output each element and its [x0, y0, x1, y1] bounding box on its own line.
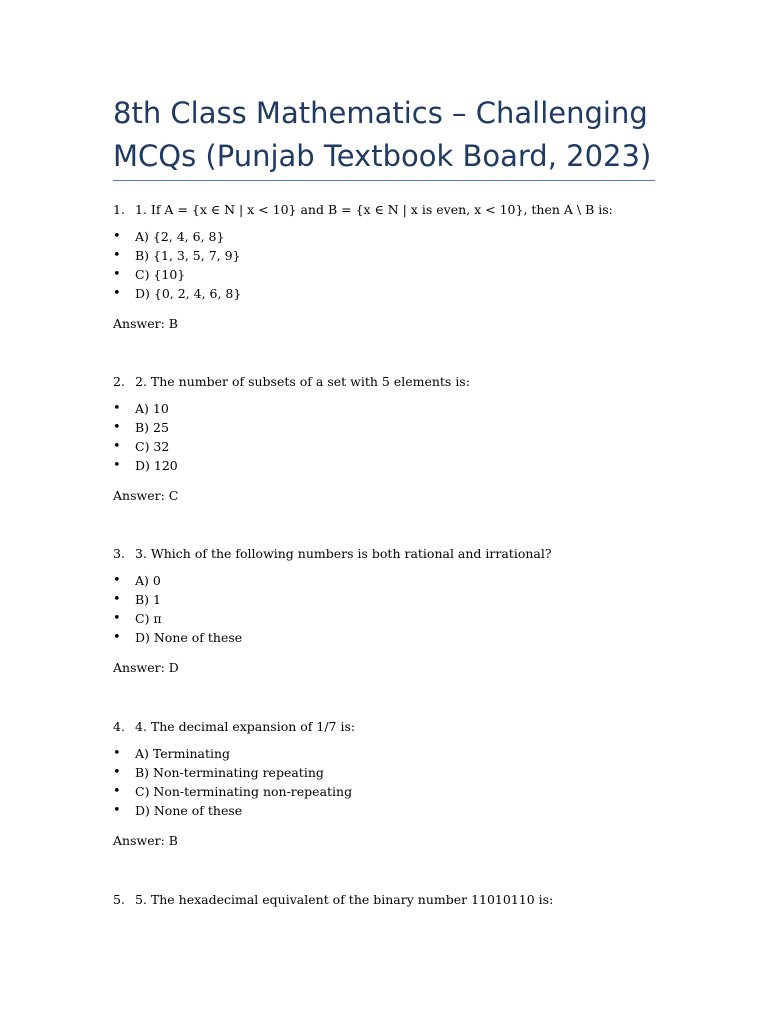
bullet-icon: • — [113, 746, 121, 761]
answer-text: Answer: C — [113, 488, 179, 503]
option-text: D) None of these — [135, 630, 243, 645]
bullet-icon: • — [113, 229, 121, 244]
title-divider — [113, 180, 655, 181]
option-text: B) Non-terminating repeating — [135, 765, 324, 780]
question-4 — [113, 718, 673, 848]
option-text: D) 120 — [135, 458, 178, 473]
answer-text: Answer: B — [113, 316, 178, 331]
option-text: B) {1, 3, 5, 7, 9} — [135, 248, 241, 263]
option-text: B) 25 — [135, 420, 169, 435]
question-3 — [113, 545, 673, 675]
question-line — [113, 545, 673, 563]
question-number: 1. — [113, 202, 125, 217]
question-text: 1. If A = {x ∈ N | x < 10} and B = {x ∈ N | x is even, x < 10}, then A \ B is: — [135, 202, 613, 217]
bullet-icon: • — [113, 592, 121, 607]
option-text: C) 32 — [135, 439, 170, 454]
question-text: 2. The number of subsets of a set with 5 elements is: — [135, 374, 470, 389]
option-text: A) {2, 4, 6, 8} — [135, 229, 225, 244]
option-text: D) None of these — [135, 803, 243, 818]
question-number: 5. — [113, 892, 125, 907]
question-number: 3. — [113, 546, 125, 561]
question-line — [113, 201, 673, 219]
bullet-icon: • — [113, 765, 121, 780]
question-2 — [113, 373, 673, 503]
question-text: 5. The hexadecimal equivalent of the binary number 11010110 is: — [135, 892, 554, 907]
answer-text: Answer: B — [113, 833, 178, 848]
question-line — [113, 373, 673, 391]
bullet-icon: • — [113, 458, 121, 473]
option-text: A) 0 — [135, 573, 161, 588]
option-text: D) {0, 2, 4, 6, 8} — [135, 286, 242, 301]
bullet-icon: • — [113, 784, 121, 799]
bullet-icon: • — [113, 286, 121, 301]
question-line — [113, 891, 673, 909]
bullet-icon: • — [113, 611, 121, 626]
bullet-icon: • — [113, 803, 121, 818]
option-text: A) Terminating — [135, 746, 231, 761]
option-text: A) 10 — [135, 401, 169, 416]
bullet-icon: • — [113, 630, 121, 645]
option-text: C) {10} — [135, 267, 186, 282]
question-line — [113, 718, 673, 736]
page-title: 8th Class Mathematics – Challenging MCQs (Punjab Textbook Board, 2023) — [113, 96, 652, 173]
bullet-icon: • — [113, 439, 121, 454]
bullet-icon: • — [113, 573, 121, 588]
question-text: 4. The decimal expansion of 1/7 is: — [135, 719, 356, 734]
option-text: B) 1 — [135, 592, 161, 607]
bullet-icon: • — [113, 401, 121, 416]
bullet-icon: • — [113, 420, 121, 435]
question-1 — [113, 201, 673, 331]
bullet-icon: • — [113, 248, 121, 263]
answer-text: Answer: D — [113, 660, 179, 675]
bullet-icon: • — [113, 267, 121, 282]
question-5 — [113, 891, 673, 909]
question-number: 2. — [113, 374, 125, 389]
option-text: C) π — [135, 611, 162, 626]
option-text: C) Non-terminating non-repeating — [135, 784, 353, 799]
question-text: 3. Which of the following numbers is both rational and irrational? — [135, 546, 552, 561]
question-number: 4. — [113, 719, 125, 734]
